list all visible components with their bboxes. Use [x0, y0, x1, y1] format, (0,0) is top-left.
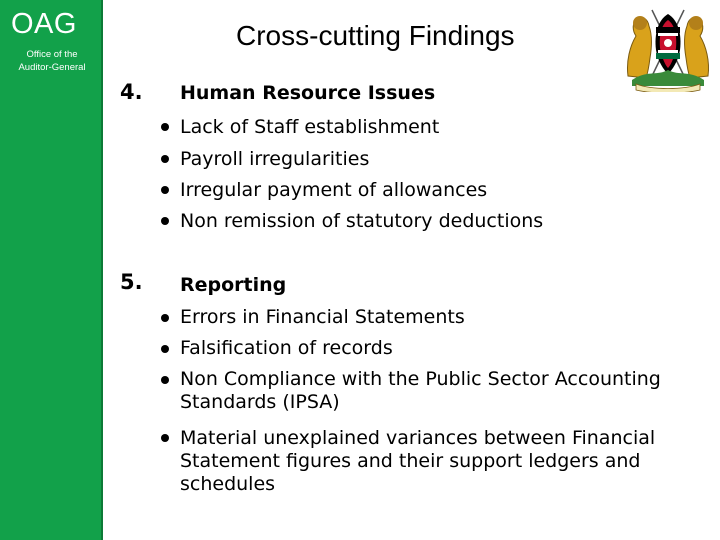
bullet-icon: [161, 345, 169, 353]
oag-logo: OAG: [11, 8, 77, 40]
list-item: Falsification of records: [180, 337, 393, 359]
list-item: Lack of Staff establishment: [180, 116, 440, 138]
section-heading: Human Resource Issues: [180, 82, 436, 104]
list-item: Non remission of statutory deductions: [180, 210, 544, 232]
section-heading: Reporting: [180, 274, 287, 296]
bullet-icon: [161, 155, 169, 163]
bullet-icon: [161, 314, 169, 322]
list-item: Errors in Financial Statements: [180, 306, 465, 328]
section-number: 4.: [120, 80, 143, 104]
list-item: Material unexplained variances between Financial Statement figures and their support ledgers and schedules: [180, 427, 656, 495]
page-title: Cross-cutting Findings: [236, 20, 515, 51]
bullet-icon: [161, 186, 169, 194]
bullet-icon: [161, 123, 169, 131]
sidebar: [0, 0, 103, 540]
list-item: Non Compliance with the Public Sector Accounting Standards (IPSA): [180, 368, 661, 413]
bullet-icon: [161, 434, 169, 442]
list-item: Payroll irregularities: [180, 148, 370, 170]
kenya-coat-of-arms-icon: [622, 6, 714, 92]
bullet-icon: [161, 376, 169, 384]
logo-subtitle: [6, 48, 98, 74]
list-item: Irregular payment of allowances: [180, 179, 488, 201]
logo-subtitle-line2: Auditor-General: [18, 62, 86, 73]
logo-subtitle-line1: Office of the: [26, 49, 78, 60]
section-number: 5.: [120, 270, 143, 294]
bullet-icon: [161, 217, 169, 225]
